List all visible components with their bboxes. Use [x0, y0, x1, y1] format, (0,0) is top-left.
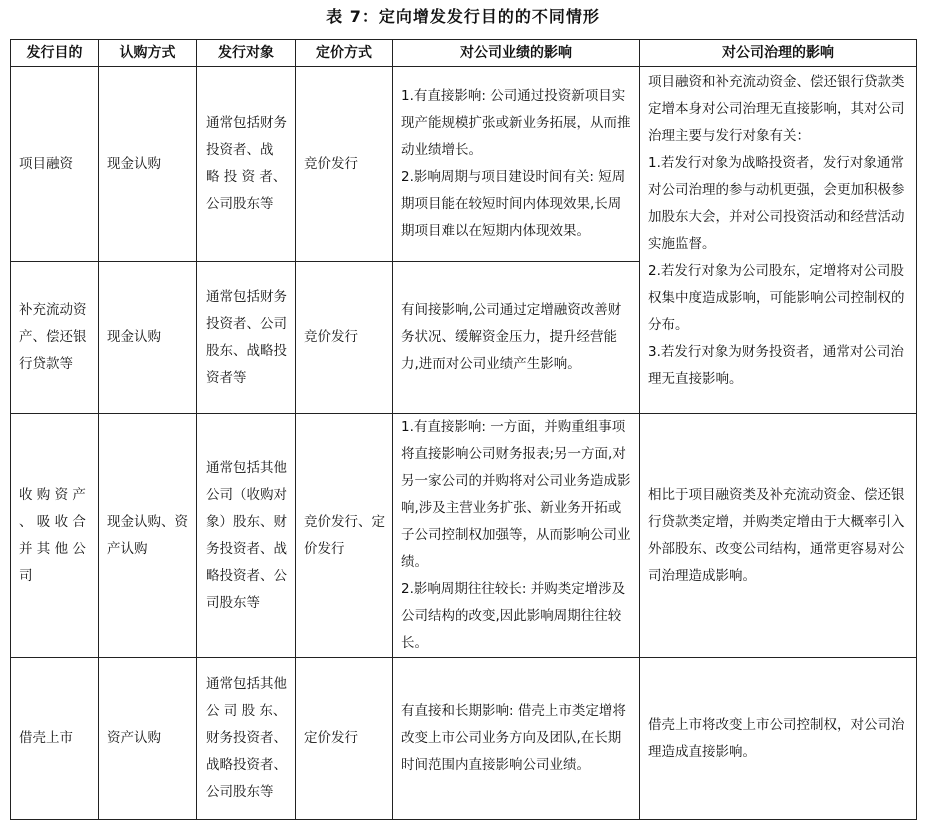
cell-pricing: 定价发行 — [296, 658, 393, 820]
table-title: 表 7：定向增发发行目的的不同情形 — [326, 7, 600, 26]
cell-performance — [393, 658, 640, 820]
header-target: 发行对象 — [197, 40, 296, 67]
cell-target: 通常包括财务投资者、公司股东、战略投资者等 — [197, 262, 296, 414]
cell-subscription: 现金认购、资产认购 — [99, 414, 197, 658]
header-performance: 对公司业绩的影响 — [393, 40, 640, 67]
cell-purpose: 借壳上市 — [11, 658, 99, 820]
header-row — [11, 40, 917, 67]
governance-paragraph: 项目融资和补充流动资金、偿还银行贷款类定增本身对公司治理无直接影响，其对公司治理主要与发行对象有关： — [648, 74, 905, 144]
table-row — [11, 414, 917, 658]
cell-target: 通常包括财务投资者、战 略 投 资 者、公司股东等 — [197, 67, 296, 262]
performance-paragraph: 有间接影响,公司通过定增融资改善财务状况、缓解资金压力，提升经营能力,进而对公司业绩产生影响。 — [401, 302, 622, 372]
header-purpose: 发行目的 — [11, 40, 99, 67]
governance-paragraph: 2.若发行对象为公司股东，定增将对公司股权集中度造成影响，可能影响公司控制权的分布。 — [648, 263, 905, 333]
performance-paragraph: 2.影响周期往往较长: 并购类定增涉及公司结构的改变,因此影响周期往往较长。 — [401, 581, 626, 651]
cell-target: 通常包括其他 公 司 股 东、财务投资者、战略投资者、公司股东等 — [197, 658, 296, 820]
governance-paragraph: 3.若发行对象为财务投资者，通常对公司治理无直接影响。 — [648, 344, 904, 387]
performance-paragraph: 1.有直接影响: 公司通过投资新项目实现产能规模扩张或新业务拓展，从而推动业绩增长。 — [401, 88, 631, 158]
performance-paragraph: 2.影响周期与项目建设时间有关: 短周期项目能在较短时间内体现效果,长周期项目难以在短期内体现效果。 — [401, 169, 626, 239]
cell-purpose: 补充流动资产、偿还银行贷款等 — [11, 262, 99, 414]
cell-governance: 借壳上市将改变上市公司控制权，对公司治理造成直接影响。 — [640, 658, 917, 820]
cell-governance-shared — [640, 67, 917, 414]
cell-target: 通常包括其他公司（收购对象）股东、财务投资者、战略投资者、公司股东等 — [197, 414, 296, 658]
performance-paragraph: 1.有直接影响: 一方面，并购重组事项将直接影响公司财务报表;另一方面,对另一家公司的并购将对公司业务造成影响,涉及主营业务扩张、新业务开拓或子公司控制权加强等，从而影响公司业绩。 — [401, 419, 631, 570]
cell-subscription: 现金认购 — [99, 262, 197, 414]
header-governance: 对公司治理的影响 — [640, 40, 917, 67]
cell-purpose: 收 购 资 产 、 吸 收 合 并 其 他 公司 — [11, 414, 99, 658]
governance-paragraph: 1.若发行对象为战略投资者，发行对象通常对公司治理的参与动机更强，会更加积极参加股东大会，并对公司投资活动和经营活动实施监督。 — [648, 155, 905, 252]
table-row — [11, 658, 917, 820]
cell-governance: 相比于项目融资类及补充流动资金、偿还银行贷款类定增，并购类定增由于大概率引入外部股东、改变公司结构，通常更容易对公司治理造成影响。 — [640, 414, 917, 658]
cell-purpose: 项目融资 — [11, 67, 99, 262]
header-pricing: 定价方式 — [296, 40, 393, 67]
table-row — [11, 67, 917, 262]
cell-performance — [393, 414, 640, 658]
cell-subscription: 现金认购 — [99, 67, 197, 262]
issuance-purpose-table — [10, 39, 917, 820]
cell-pricing: 竞价发行、定价发行 — [296, 414, 393, 658]
cell-subscription: 资产认购 — [99, 658, 197, 820]
cell-pricing: 竞价发行 — [296, 67, 393, 262]
performance-paragraph: 有直接和长期影响: 借壳上市类定增将改变上市公司业务方向及团队,在长期时间范围内直接影响公司业绩。 — [401, 703, 626, 773]
cell-performance — [393, 67, 640, 262]
cell-performance — [393, 262, 640, 414]
cell-pricing: 竞价发行 — [296, 262, 393, 414]
header-subscription: 认购方式 — [99, 40, 197, 67]
